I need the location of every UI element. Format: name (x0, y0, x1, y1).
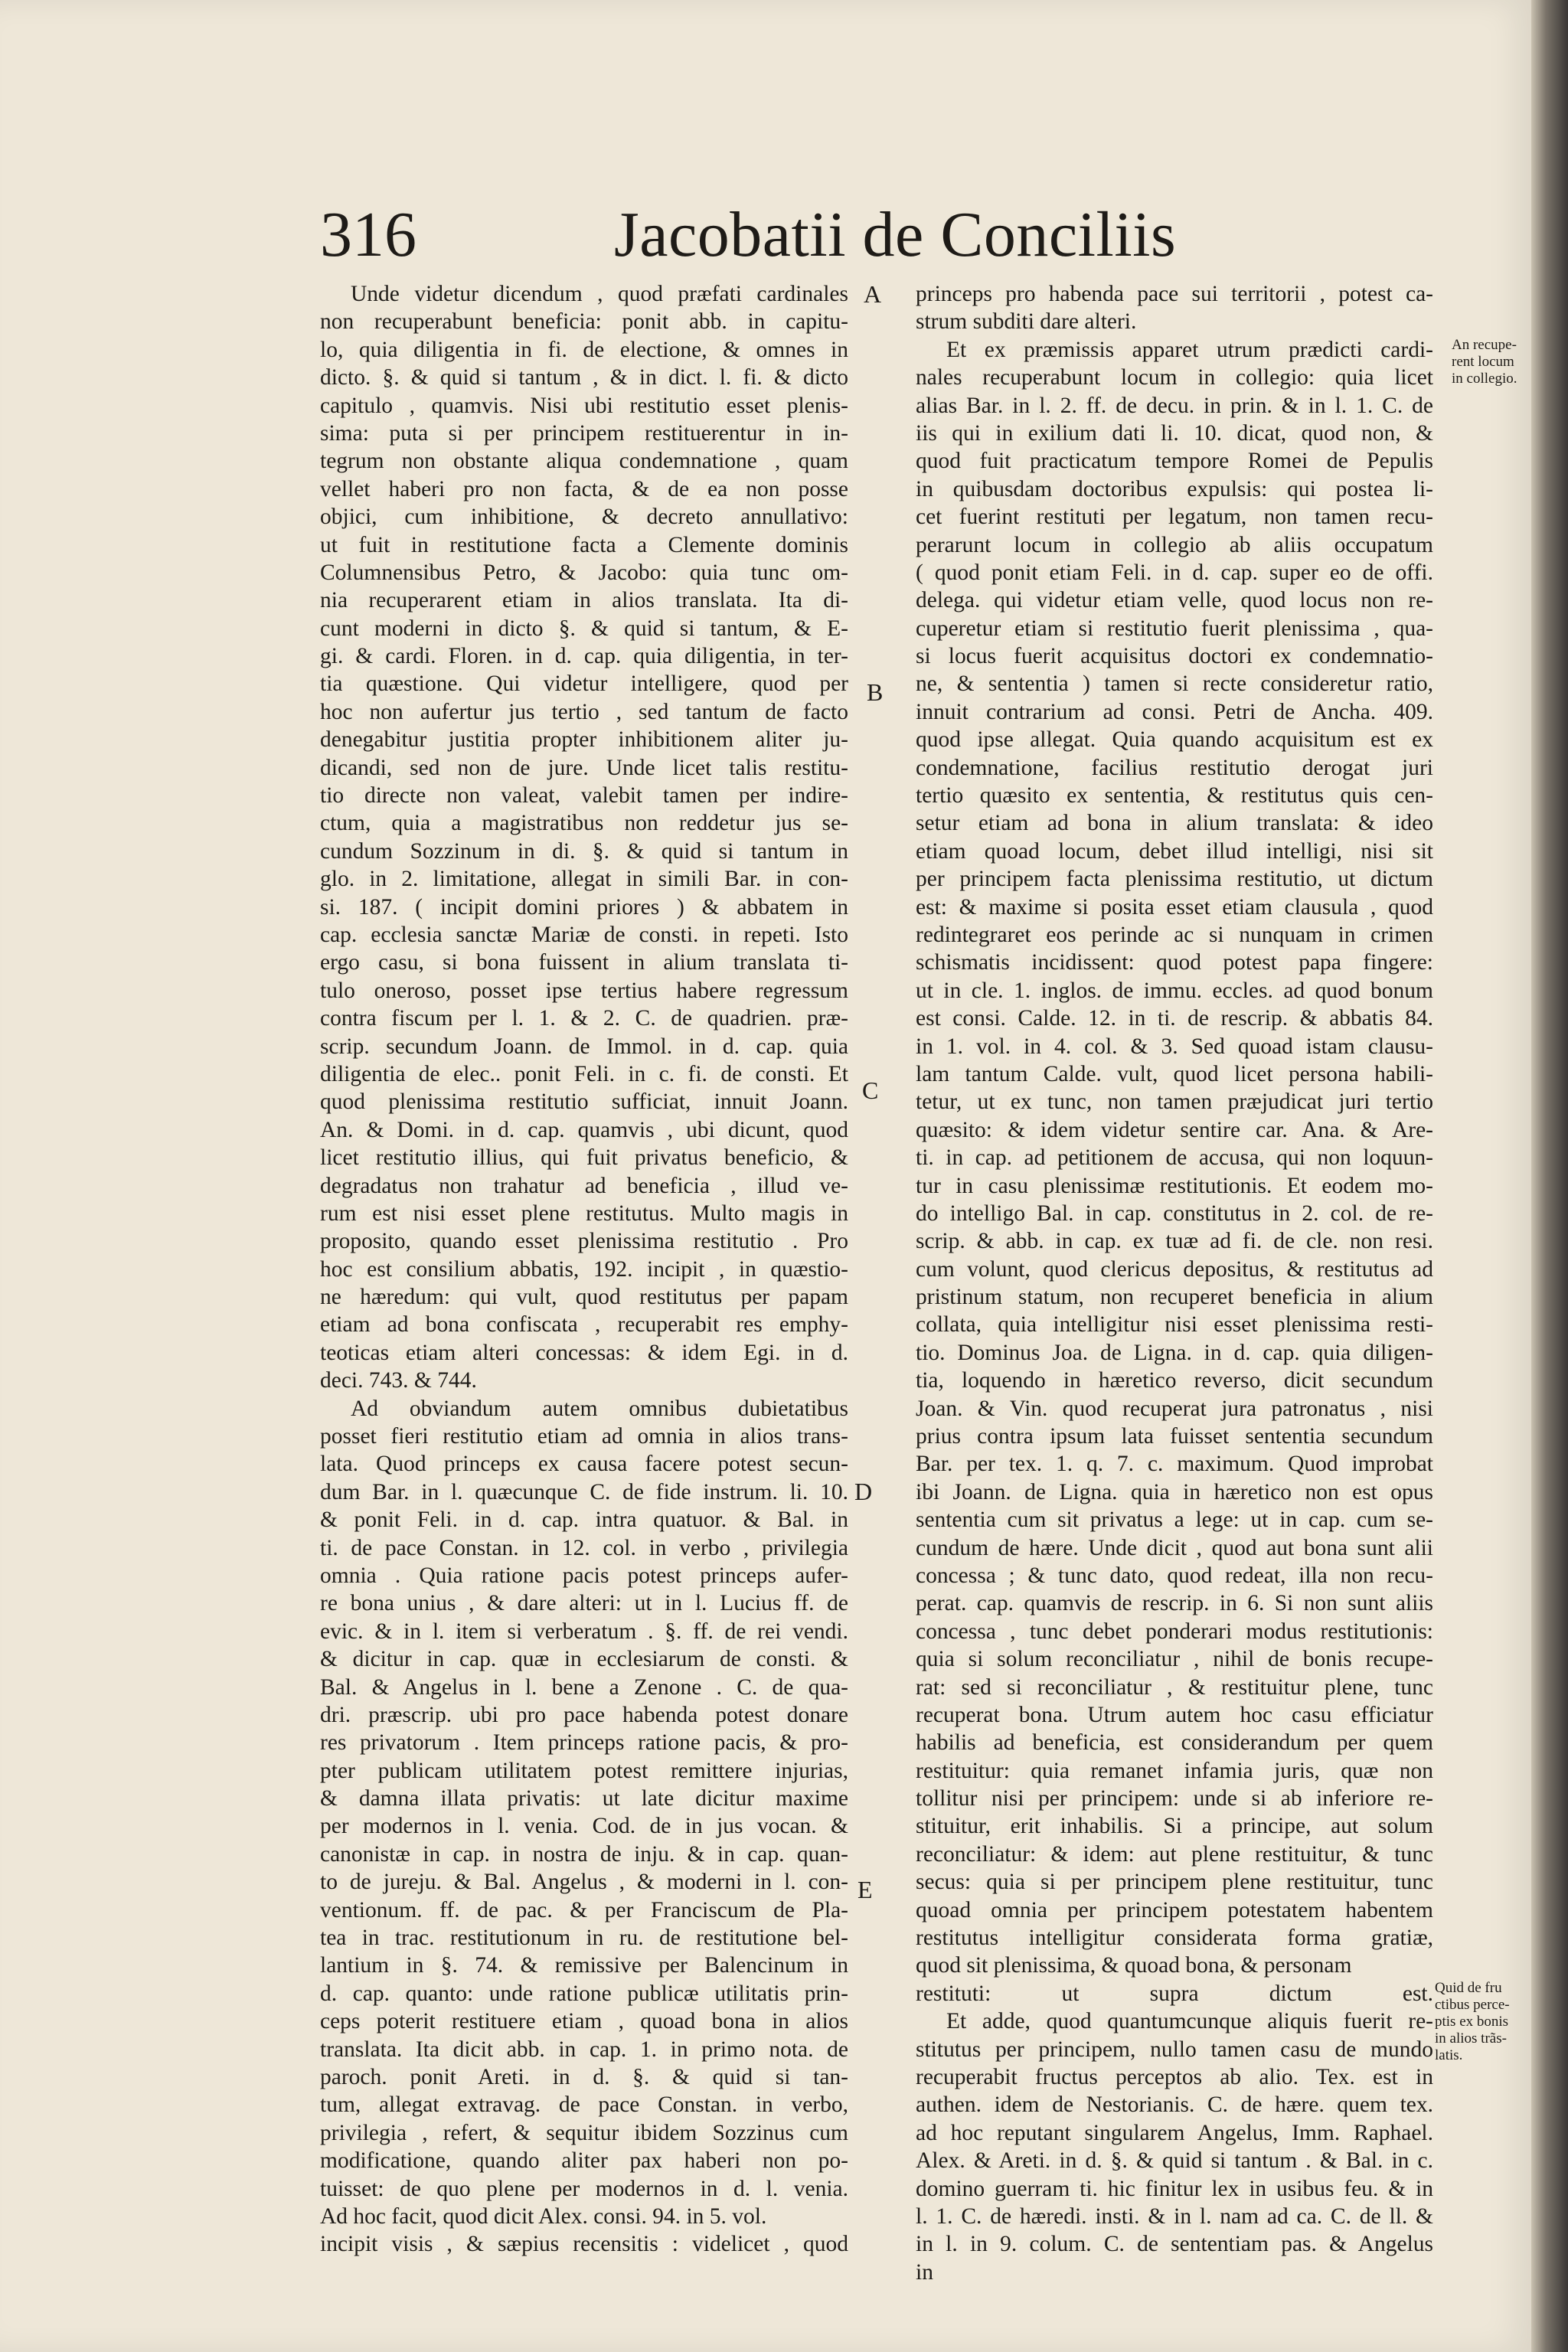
text-line: etiam ad bona confiscata , recuperabit res emphy- (320, 1312, 848, 1338)
text-line: per modernos in l. venia. Cod. de in jus vocan. & (320, 1814, 848, 1839)
text-line: deci. 743. & 744. (320, 1368, 477, 1393)
text-line: nales recuperabunt locum in collegio: quia licet (916, 365, 1433, 390)
text-line: diligentia de elec.. ponit Feli. in c. fi. de consti. Et (320, 1061, 848, 1086)
text-line: An. & Domi. in d. cap. quamvis , ubi dicunt, quod (320, 1117, 848, 1142)
text-line: cunt moderni in dicto §. & quid si tantum, & E- (320, 616, 848, 641)
text-line: per principem facta plenissima restitutio, ut dictum (916, 867, 1433, 892)
text-line: in quibusdam doctoribus expulsis: qui postea li- (916, 476, 1433, 501)
text-line: proposito, quando esset plenissima restitutio . Pro (320, 1229, 848, 1254)
text-line: Et ex præmissis apparet utrum prædicti cardi- (946, 337, 1433, 362)
text-line: Columnensibus Petro, & Jacobo: quia tunc om- (320, 560, 848, 585)
text-line: rat: sed si reconciliatur , & restituitur plene, tunc (916, 1674, 1433, 1700)
text-line: delega. qui videtur etiam velle, quod locus non re- (916, 588, 1433, 613)
text-line: rum est nisi esset plene restitutus. Multo magis in (320, 1200, 848, 1226)
text-line: Joan. & Vin. quod recuperat jura patronatus , nisi (916, 1396, 1433, 1421)
text-line: privilegia , refert, & sequitur ibidem Sozzinus cum (320, 2120, 848, 2145)
text-line: Unde videtur dicendum , quod præfati cardinales (351, 282, 848, 306)
text-line: posset fieri restitutio etiam ad omnia in alios trans- (320, 1424, 848, 1449)
text-line: pter publicam utilitatem potest remittere injurias, (320, 1758, 848, 1783)
text-line: non recuperabunt beneficia: ponit abb. in capitu- (320, 309, 848, 335)
text-line: habilis ad beneficia, est considerandum per quem (916, 1730, 1433, 1756)
text-line: restituitur: quia remanet infamia juris, quæ non (916, 1758, 1433, 1783)
text-line: quod plenissima restitutio sufficiat, innuit Joann. (320, 1089, 848, 1115)
margin-marker-d: D (854, 1478, 873, 1505)
text-line: recuperat bona. Utrum autem hoc casu efficiatur (916, 1702, 1433, 1727)
text-line: dicto. §. & quid si tantum , & in dict. l. fi. & dicto (320, 365, 848, 390)
text-line: tetur, ut ex tunc, non tamen præjudicat juri tertio (916, 1089, 1433, 1115)
text-line: & ponit Feli. in d. cap. intra quatuor. & Bal. in (320, 1508, 848, 1533)
text-line: tio directe non valeat, valebit tamen per indire- (320, 783, 848, 808)
text-line: gi. & cardi. Floren. in d. cap. quia diligentia, in ter- (320, 644, 848, 669)
text-line: Bal. & Angelus in l. bene a Zenone . C. de qua- (320, 1674, 848, 1700)
text-line: ut in cle. 1. inglos. de immu. eccles. ad quod bonum (916, 978, 1433, 1003)
text-line: ( quod ponit etiam Feli. in d. cap. super eo de offi. (916, 560, 1433, 585)
text-line: tur in casu plenissimæ restitutionis. Et eodem mo- (916, 1173, 1433, 1198)
text-line: cuperetur etiam si restitutio fuerit plenissima , qua- (916, 616, 1433, 641)
text-line: objici, cum inhibitione, & decreto annullativo: (320, 505, 848, 530)
text-line: dri. præscrip. ubi pro pace habenda potest donare (320, 1702, 848, 1727)
text-line: collata, quia intelligitur nisi esset plenissima resti- (916, 1312, 1433, 1338)
text-line: to de jureju. & Bal. Angelus , & moderni in l. con- (320, 1870, 848, 1895)
text-line: innuit contrarium ad consi. Petri de Ancha. 409. (916, 699, 1433, 724)
side-note-line: ctibus perce- (1435, 1997, 1510, 2013)
page-gutter-shadow (1531, 0, 1568, 2352)
page-number: 316 (320, 199, 416, 270)
text-line: scrip. & abb. in cap. ex tuæ ad fi. de cle. non resi. (916, 1229, 1433, 1254)
text-line: paroch. ponit Areti. in d. §. & quid si tan- (320, 2065, 848, 2089)
text-line: concessa ; & tunc dato, quod redeat, illa non recu- (916, 1563, 1433, 1588)
text-line: in l. in 9. colum. C. de sententiam pas. & Angelus (916, 2232, 1433, 2257)
text-line: alias Bar. in l. 2. ff. de decu. in prin. & in l. 1. C. de (916, 393, 1433, 418)
right-text-column (916, 280, 1433, 2286)
text-line: tia, loquendo in hæretico reverso, dicit secundum (916, 1368, 1433, 1393)
text-line: ergo casu, si bona fuissent in alium translata ti- (320, 950, 848, 975)
side-note-line: An recupe- (1452, 337, 1517, 353)
text-line: licet restitutio illius, qui fuit privatus beneficio, & (320, 1145, 848, 1171)
text-line: in 1. vol. in 4. col. & 3. Sed quoad istam clausu- (916, 1034, 1433, 1059)
text-line: dum Bar. in l. quæcunque C. de fide instrum. li. 10. (320, 1479, 848, 1504)
text-line: recuperabit fructus perceptos ab alio. Tex. est in (916, 2065, 1433, 2089)
margin-marker-b: B (867, 678, 884, 706)
text-line: ctum, quia a magistratibus non reddetur jus se- (320, 811, 848, 836)
text-line: setur etiam ad bona in alium translata: & ideo (916, 811, 1433, 836)
text-line: tuisset: de quo plene per modernos in d. l. venia. (320, 2176, 848, 2201)
text-line: etiam quoad locum, debet illud intelligi, nisi sit (916, 838, 1433, 864)
side-note-line: in alios trãs- (1435, 2030, 1507, 2047)
text-line: omnia . Quia ratione pacis potest princeps aufer- (320, 1563, 848, 1588)
text-line: vellet haberi pro non facta, & de ea non posse (320, 476, 848, 501)
text-line: stituitur, erit inhabilis. Si a principe, aut solum (916, 1814, 1433, 1839)
text-line: scrip. secundum Joann. de Immol. in d. cap. quia (320, 1034, 848, 1059)
text-line: capitulo , quamvis. Nisi ubi restitutio esset plenis- (320, 393, 848, 418)
text-line: quæsito: & idem videtur sentire car. Ana. & Are- (916, 1117, 1433, 1142)
text-line: Alex. & Areti. in d. §. & quid si tantum . & Bal. in c. (916, 2148, 1433, 2174)
text-line: concessa , tunc debet ponderari modus restitutionis: (916, 1619, 1433, 1644)
text-line: d. cap. quanto: unde ratione publicæ utilitatis prin- (320, 1981, 848, 2006)
text-line: tegrum non obstante aliqua condemnatione , quam (320, 449, 848, 474)
text-line: tea in trac. restitutionum in ru. de restitutione bel- (320, 1926, 848, 1951)
text-line: ventionum. ff. de pac. & per Franciscum de Pla- (320, 1897, 848, 1922)
text-line: cundum de hære. Unde dicit , quod aut bona sunt alii (916, 1535, 1433, 1560)
text-line: Ad obviandum autem omnibus dubietatibus (351, 1396, 848, 1421)
text-line: sententia cum sit privatus a lege: ut in cap. cum se- (916, 1508, 1433, 1533)
text-line: tollitur nisi per principem: unde si ab inferiore re- (916, 1786, 1433, 1811)
text-line: strum subditi dare alteri. (916, 309, 1137, 335)
text-line: tum, allegat extravag. de pace Constan. in verbo, (320, 2092, 848, 2118)
side-note-line: rent locum (1452, 354, 1514, 370)
side-note-recuperation (1452, 337, 1544, 387)
margin-marker-a: A (864, 280, 882, 308)
text-line: Bar. per tex. 1. q. 7. c. maximum. Quod improbat (916, 1452, 1433, 1477)
text-line: dicandi, sed non de jure. Unde licet talis restitu- (320, 755, 848, 780)
text-line: tulo oneroso, posset ipse tertius habere regressum (320, 978, 848, 1003)
text-line: do intelligo Bal. in cap. constitutus in 2. col. de re- (916, 1200, 1433, 1226)
text-line: restitutus intelligitur considerata forma gratiæ, (916, 1926, 1433, 1951)
margin-marker-e: E (858, 1876, 873, 1903)
text-line: quia si solum reconciliatur , nihil de bonis recupe- (916, 1647, 1433, 1672)
text-line: & dicitur in cap. quæ in ecclesiarum de consti. & (320, 1647, 848, 1672)
text-line: Et adde, quod quantumcunque aliquis fuerit re- (946, 2009, 1433, 2034)
text-line: tia quæstione. Qui videtur intelligere, quod per (320, 671, 848, 697)
text-line: hoc non aufertur jus tertio , sed tantum de facto (320, 699, 848, 724)
text-line: l. 1. C. de hæredi. insti. & in l. nam ad ca. C. de ll. & (916, 2203, 1433, 2229)
running-title: Jacobatii de Conciliis (614, 199, 1177, 270)
text-line: redintegraret eos perinde ac si nunquam in crimen (916, 922, 1433, 947)
text-line: ceps poterit restituere etiam , quoad bona in alios (320, 2009, 848, 2034)
text-line: ibi Joann. de Ligna. quia in hæretico non est opus (916, 1479, 1433, 1504)
text-line: perarunt locum in collegio ab aliis occupatum (916, 532, 1433, 557)
text-line: secus: quia si per principem plene restituitur, tunc (916, 1870, 1433, 1895)
text-line: princeps pro habenda pace sui territorii , potest ca- (916, 282, 1433, 306)
text-line: cap. ecclesia sanctæ Mariæ de consti. in repeti. Isto (320, 922, 848, 947)
text-line: lo, quia diligentia in fi. de electione, & omnes in (320, 337, 848, 362)
side-note-fruits (1435, 1980, 1527, 2064)
side-note-line: in collegio. (1452, 371, 1517, 387)
text-line: ti. in cap. ad petitionem de accusa, qui non loquun- (916, 1145, 1433, 1171)
text-line: si locus fuerit acquisitus doctori ex condemnatio- (916, 644, 1433, 669)
text-line: ne hæredum: qui vult, quod restitutus per papam (320, 1285, 848, 1310)
text-line: in (916, 2259, 933, 2285)
text-line: teoticas etiam alteri concessas: & idem Egi. in d. (320, 1340, 848, 1365)
text-line: cet fuerint restituti per legatum, non tamen recu- (916, 505, 1433, 530)
text-line: stitutus per principem, nullo tamen casu de mundo (916, 2037, 1433, 2062)
text-line: glo. in 2. limitatione, allegat in simili Bar. in con- (320, 867, 848, 892)
margin-marker-c: C (862, 1076, 879, 1104)
text-line: domino guerram ti. hic finitur lex in usibus feu. & in (916, 2176, 1433, 2201)
text-line: modificatione, quando aliter pax haberi non po- (320, 2148, 848, 2174)
text-line: tio. Dominus Joa. de Ligna. in d. cap. quia diligen- (916, 1340, 1433, 1365)
text-line: Ad hoc facit, quod dicit Alex. consi. 94. in 5. vol. (320, 2203, 767, 2229)
text-line: authen. idem de Nestorianis. C. de hære. quem tex. (916, 2092, 1433, 2118)
text-line: sima: puta si per principem restituerentur in in- (320, 420, 848, 446)
text-line: ti. de pace Constan. in 12. col. in verbo , privilegia (320, 1535, 848, 1560)
text-line: quod ipse allegat. Quia quando acquisitum est ex (916, 727, 1433, 753)
text-line: nia recuperarent etiam in alios translata. Ita di- (320, 588, 848, 613)
text-line: perat. cap. quamvis de rescrip. in 6. Si non sunt aliis (916, 1591, 1433, 1616)
text-line: quod sit plenissima, & quoad bona, & personam (916, 1953, 1352, 1978)
text-line: cum volunt, quod clericus depositus, & restitutus ad (916, 1256, 1433, 1282)
text-line: hoc est consilium abbatis, 192. incipit , in quæstio- (320, 1256, 848, 1282)
text-line: reconciliatur: & idem: aut plene restituitur, & tunc (916, 1841, 1433, 1867)
text-line: & damna illata privatis: ut late dicitur maxime (320, 1786, 848, 1811)
text-line: tertio quæsito ex sententia, & restitutus quis cen- (916, 783, 1433, 808)
side-note-line: Quid de fru (1435, 1980, 1502, 1996)
text-line: ut fuit in restitutione facta a Clemente dominis (320, 532, 848, 557)
text-line: quod fuit practicatum tempore Romei de Pepulis (916, 449, 1433, 474)
text-line: schismatis incidissent: quod potest papa fingere: (916, 950, 1433, 975)
text-line: cundum Sozzinum in di. §. & quid si tantum in (320, 838, 848, 864)
text-line: est consi. Calde. 12. in ti. de rescrip. & abbatis 84. (916, 1006, 1433, 1031)
text-line: incipit visis , & sæpius recensitis : videlicet , quod (320, 2232, 848, 2257)
text-line: evic. & in l. item si verberatum . §. ff. de rei vendi. (320, 1619, 848, 1644)
text-line: est: & maxime si posita esset etiam clausula , quod (916, 894, 1433, 920)
text-line: res privatorum . Item princeps ratione pacis, & pro- (320, 1730, 848, 1756)
text-line: translata. Ita dicit abb. in cap. 1. in primo nota. de (320, 2037, 848, 2062)
text-line: re bona unius , & dare alteri: ut in l. Lucius ff. de (320, 1591, 848, 1616)
text-line: prius contra ipsum lata fuisset sententia secundum (916, 1424, 1433, 1449)
side-note-line: ptis ex bonis (1435, 2014, 1509, 2030)
text-line: si. 187. ( incipit domini priores ) & abbatem in (320, 894, 848, 920)
text-line: restituti: ut supra dictum est. (916, 1981, 1433, 2006)
text-line: degradatus non trahatur ad beneficia , illud ve- (320, 1173, 848, 1198)
text-line: ad hoc reputant singularem Angelus, Imm. Raphael. (916, 2120, 1433, 2145)
text-line: denegabitur justitia propter inhibitionem aliter ju- (320, 727, 848, 753)
text-line: ne, & sententia ) tamen si recte consideretur ratio, (916, 671, 1433, 697)
left-text-column (320, 280, 848, 2259)
text-line: lantium in §. 74. & remissive per Balencinum in (320, 1953, 848, 1978)
text-line: lam tantum Calde. vult, quod licet persona habili- (916, 1061, 1433, 1086)
text-line: lata. Quod princeps ex causa facere potest secun- (320, 1452, 848, 1477)
side-note-line: latis. (1435, 2047, 1463, 2063)
text-line: pristinum statum, non recuperet beneficia in alium (916, 1285, 1433, 1310)
text-line: contra fiscum per l. 1. & 2. C. de quadrien. præ- (320, 1006, 848, 1031)
text-line: canonistæ in cap. in nostra de inju. & in cap. quan- (320, 1841, 848, 1867)
text-line: iis qui in exilium dati li. 10. dicat, quod non, & (916, 420, 1433, 446)
text-line: quoad omnia per principem potestatem habentem (916, 1897, 1433, 1922)
text-line: condemnatione, facilius restitutio derogat juri (916, 755, 1433, 780)
